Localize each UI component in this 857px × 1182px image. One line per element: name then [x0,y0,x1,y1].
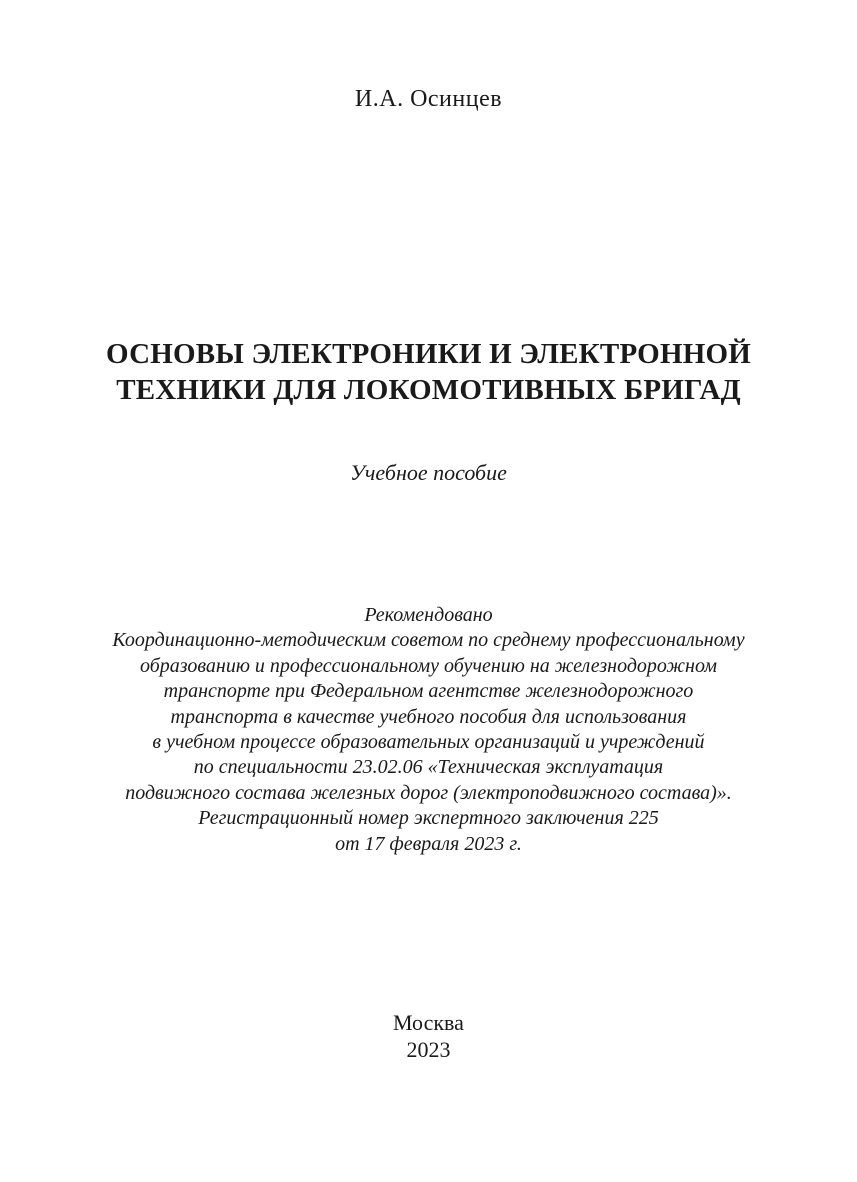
recommendation-line: от 17 февраля 2023 г. [335,832,522,855]
recommendation-line: Рекомендовано [364,604,493,626]
recommendation-line: образованию и профессиональному обучению на железнодорожном [140,654,717,677]
book-type: Учебное пособие [350,460,507,485]
publication-year: 2023 [406,1037,451,1062]
recommendation-line: транспорте при Федеральном агентстве железнодорожного [163,680,694,703]
recommendation-line: по специальности 23.02.06 «Техническая эксплуатация [193,756,664,779]
book-title [0,336,857,408]
publication-city: Москва [393,1010,464,1035]
recommendation-text [0,603,857,857]
recommendation-line: в учебном процессе образовательных организаций и учреждений [152,731,705,754]
book-title-line: ТЕХНИКИ ДЛЯ ЛОКОМОТИВНЫХ БРИГАД [116,374,741,406]
recommendation-line: подвижного состава железных дорог (электроподвижного состава)». [125,781,732,804]
recommendation-line: Регистрационный номер экспертного заключения 225 [198,807,659,830]
book-title-line: ОСНОВЫ ЭЛЕКТРОНИКИ И ЭЛЕКТРОННОЙ [106,338,751,370]
author-name: И.А. Осинцев [354,86,503,112]
recommendation-line: Координационно-методическим советом по среднему профессиональному [112,629,745,652]
recommendation-line: транспорта в качестве учебного пособия для использования [170,705,687,728]
